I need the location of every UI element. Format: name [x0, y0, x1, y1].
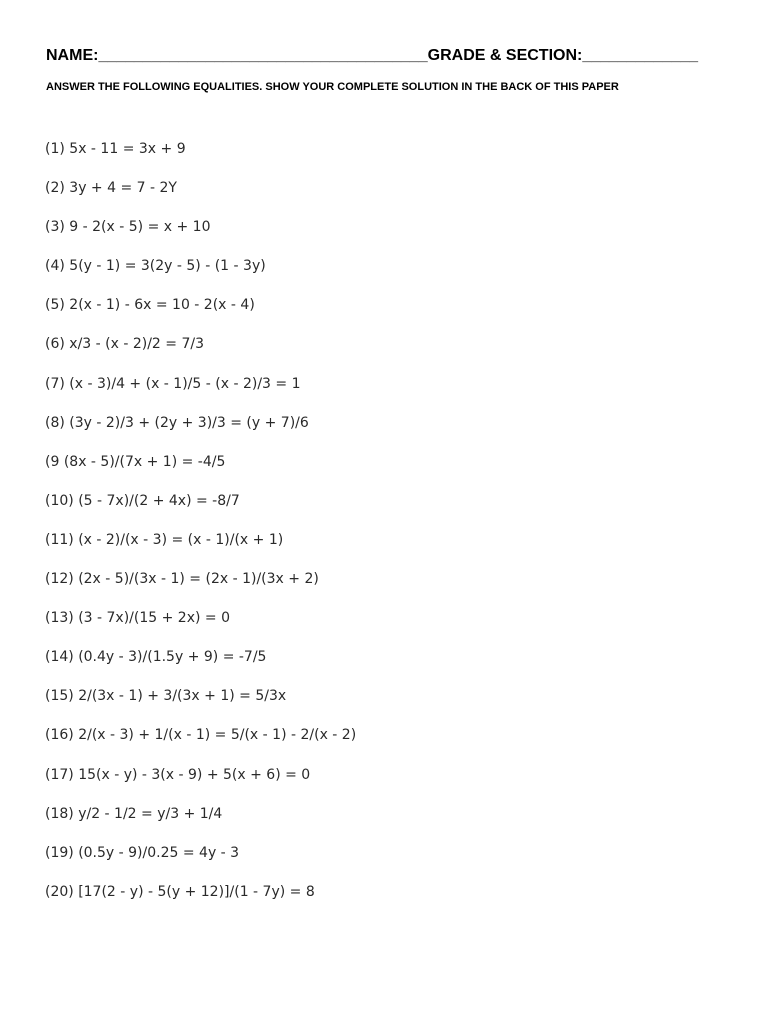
- problem-item: (10) (5 - 7x)/(2 + 4x) = -8/7: [45, 492, 240, 509]
- problem-item: (13) (3 - 7x)/(15 + 2x) = 0: [45, 610, 230, 627]
- name-grade-section-line: NAME:_____________________________________GRADE & SECTION:_____________: [46, 47, 699, 64]
- problem-item: (4) 5(y - 1) = 3(2y - 5) - (1 - 3y): [45, 258, 266, 275]
- problem-item: (19) (0.5y - 9)/0.25 = 4y - 3: [45, 844, 240, 861]
- problem-item: (18) y/2 - 1/2 = y/3 + 1/4: [45, 805, 223, 822]
- problem-item: (14) (0.4y - 3)/(1.5y + 9) = -7/5: [45, 649, 267, 666]
- problem-item: (20) [17(2 - y) - 5(y + 12)]/(1 - 7y) = 8: [45, 883, 315, 900]
- problem-item: (11) (x - 2)/(x - 3) = (x - 1)/(x + 1): [45, 531, 284, 548]
- problem-item: (6) x/3 - (x - 2)/2 = 7/3: [45, 336, 204, 353]
- problem-list: [45, 140, 356, 922]
- instructions: ANSWER THE FOLLOWING EQUALITIES. SHOW YOUR COMPLETE SOLUTION IN THE BACK OF THIS PAPER: [46, 81, 619, 93]
- problem-item: (1) 5x - 11 = 3x + 9: [45, 141, 186, 157]
- problem-item: (15) 2/(3x - 1) + 3/(3x + 1) = 5/3x: [45, 688, 287, 705]
- problem-item: (5) 2(x - 1) - 6x = 10 - 2(x - 4): [45, 297, 255, 314]
- problem-item: (17) 15(x - y) - 3(x - 9) + 5(x + 6) = 0: [45, 766, 311, 783]
- problem-item: (3) 9 - 2(x - 5) = x + 10: [45, 219, 211, 236]
- problem-item: (16) 2/(x - 3) + 1/(x - 1) = 5/(x - 1) - 2/(x - 2): [45, 727, 357, 744]
- problem-item: (9 (8x - 5)/(7x + 1) = -4/5: [45, 453, 226, 470]
- problem-item: (8) (3y - 2)/3 + (2y + 3)/3 = (y + 7)/6: [45, 414, 309, 431]
- problem-item: (7) (x - 3)/4 + (x - 1)/5 - (x - 2)/3 = 1: [45, 375, 301, 392]
- problem-item: (2) 3y + 4 = 7 - 2Y: [45, 180, 177, 197]
- problem-item: (12) (2x - 5)/(3x - 1) = (2x - 1)/(3x + 2): [45, 571, 319, 588]
